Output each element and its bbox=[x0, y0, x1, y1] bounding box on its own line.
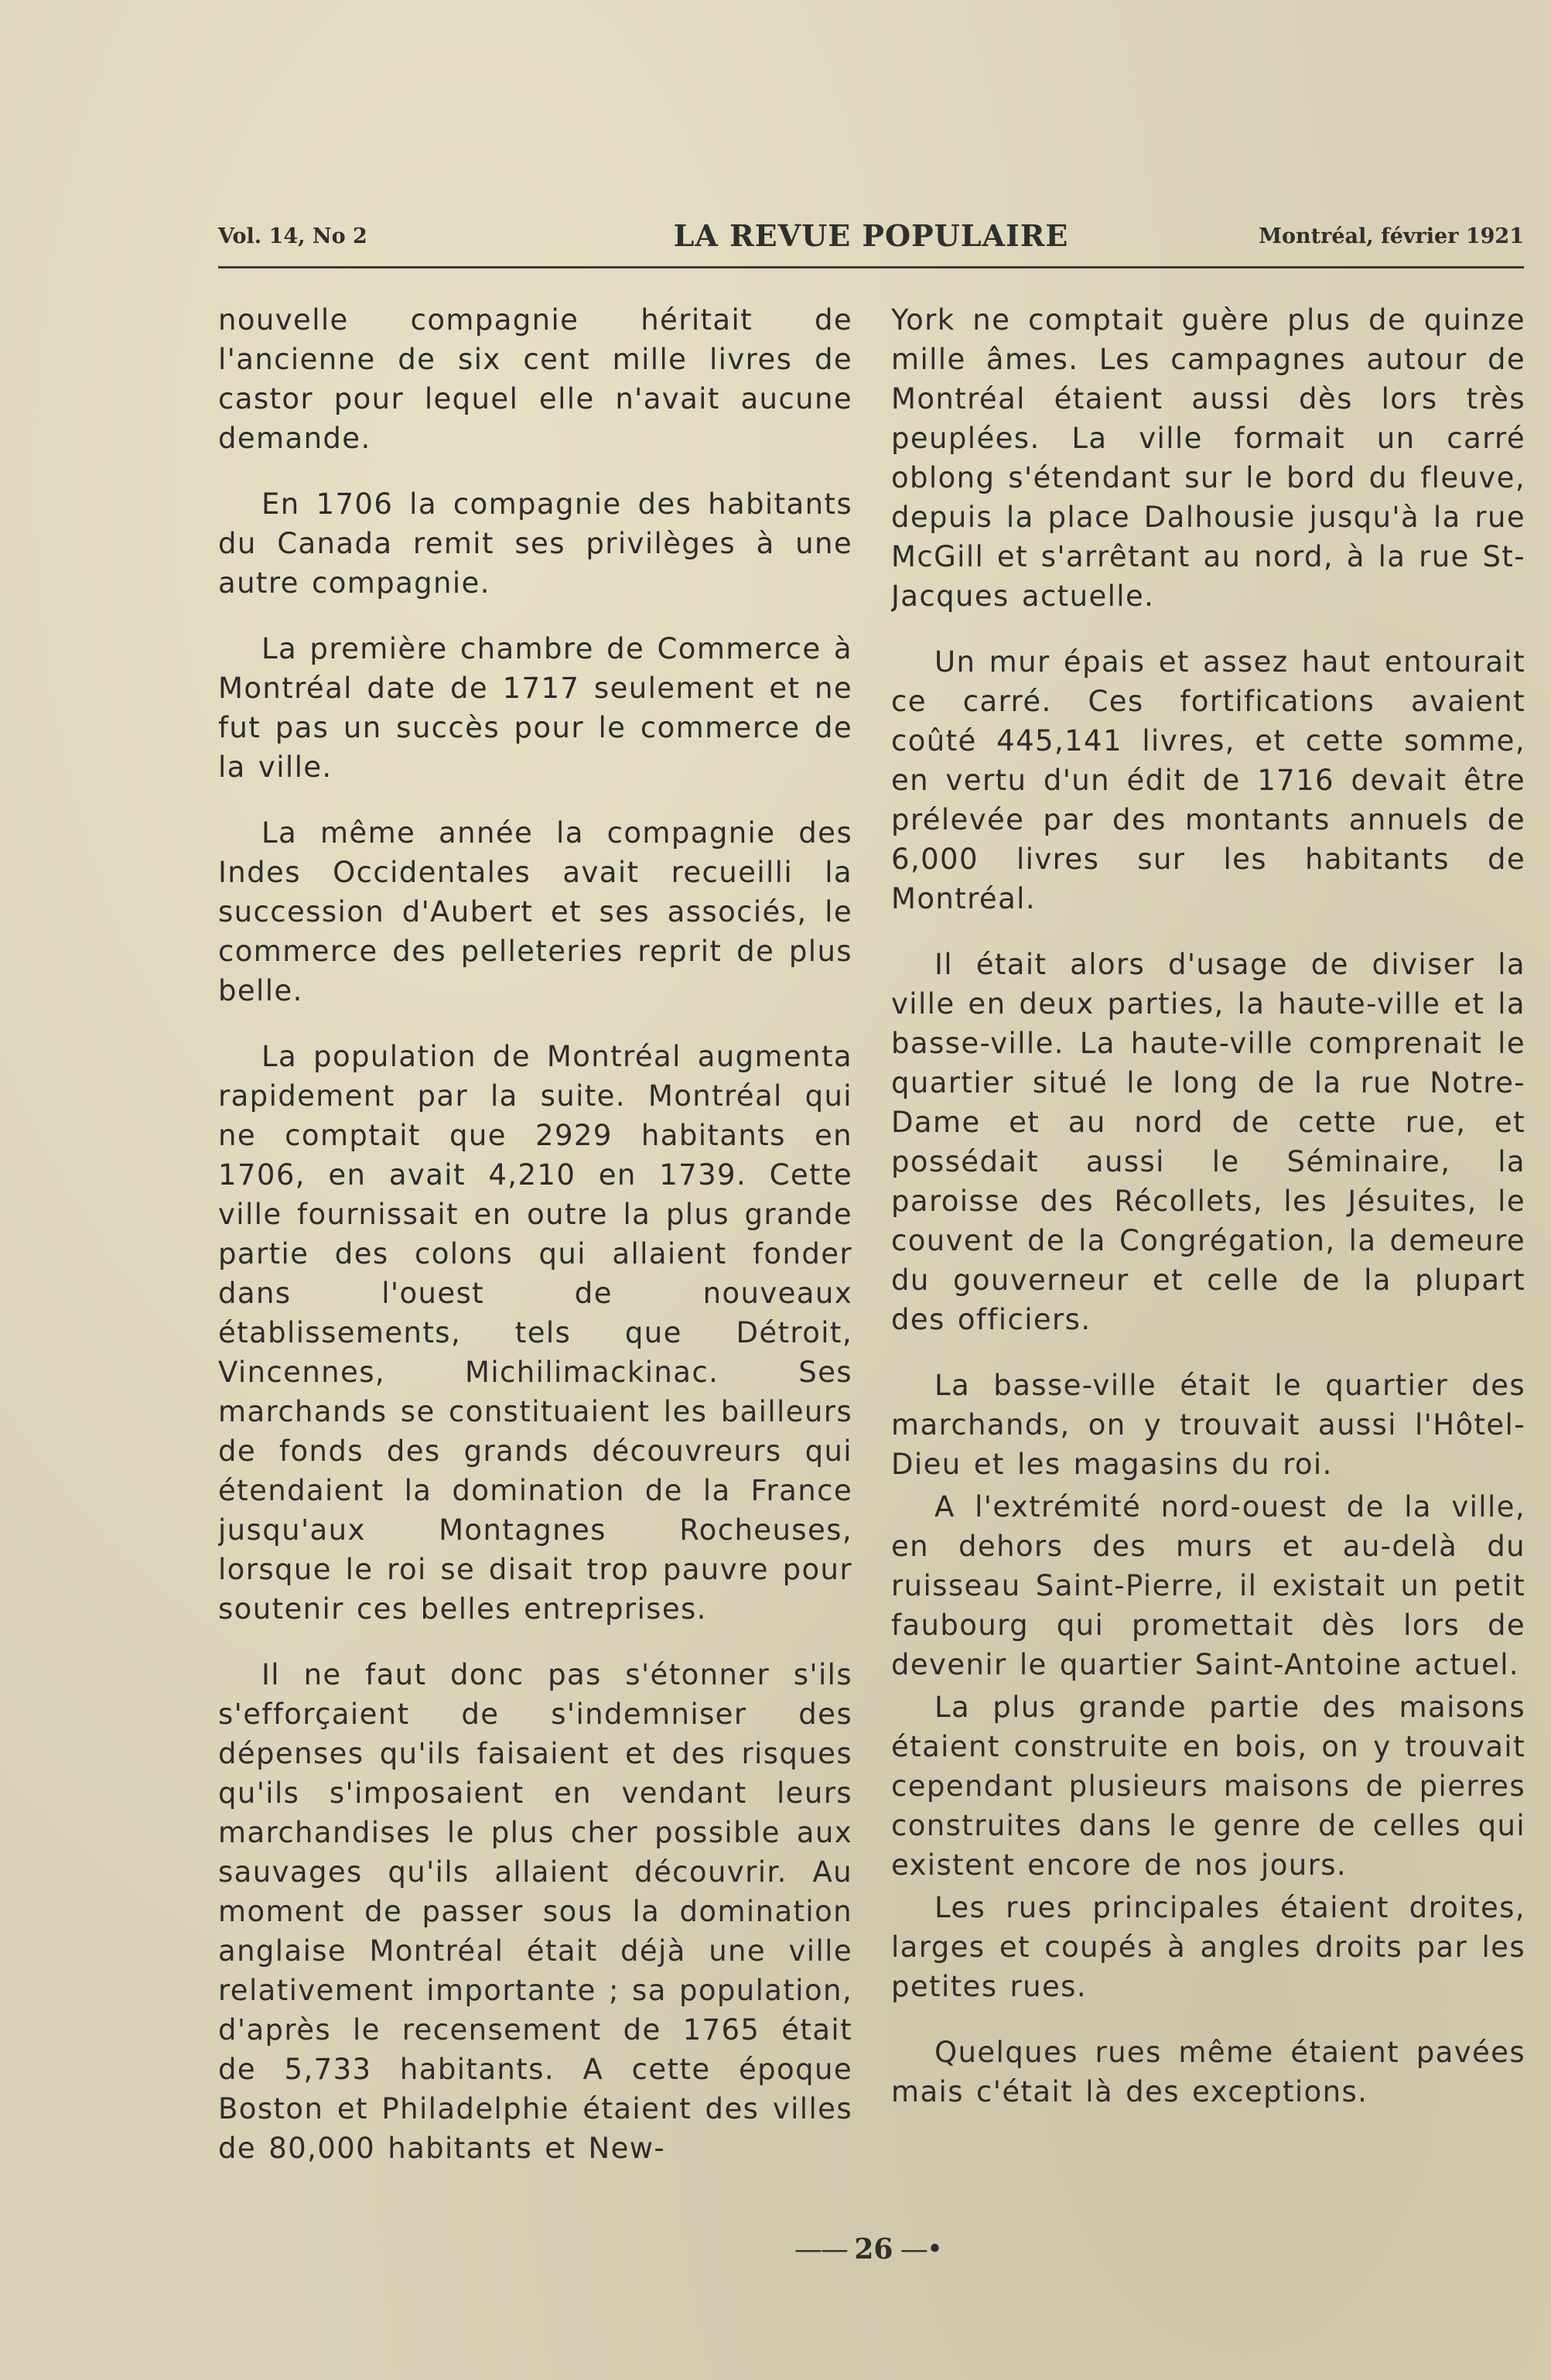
page-number-footer: —— 26 —• bbox=[794, 2233, 942, 2265]
running-header bbox=[218, 218, 1524, 257]
paragraph: En 1706 la compagnie des habitants du Canada remit ses privilèges à une autre compagnie. bbox=[218, 487, 852, 600]
paragraph: Les rues principales étaient droites, larges et coupés à angles droits par les petites rues. bbox=[891, 1891, 1525, 2003]
paragraph: Quelques rues même étaient pavées mais c'était là des exceptions. bbox=[891, 2036, 1525, 2108]
paragraph: La plus grande partie des maisons étaient construite en bois, on y trouvait cependant plusieurs maisons de pierres construites dans le genre de celles qui existent encore de nos jours. bbox=[891, 1691, 1525, 1882]
paragraph: Il ne faut donc pas s'étonner s'ils s'efforçaient de s'indemniser des dépenses qu'ils faisaient et des risques qu'ils s'imposaient en vendant leurs marchandises le plus cher possible aux sauvages qu'ils allaient découvrir. Au moment de passer sous la domination anglaise Montréal était déjà une ville relativement importante ; sa population, d'après le recensement de 1765 était de 5,733 habitants. A cette époque Boston et Philadelphie étaient des villes de 80,000 habitants et New- bbox=[218, 1658, 852, 2165]
paragraph: La même année la compagnie des Indes Occidentales avait recueilli la succession d'Aubert et ses associés, le commerce des pelleteries reprit de plus belle. bbox=[218, 816, 852, 1007]
paragraph: Il était alors d'usage de diviser la ville en deux parties, la haute-ville et la basse-ville. La haute-ville comprenait le quartier situé le long de la rue Notre-Dame et au nord de cette rue, et possédait aussi le Séminaire, la paroisse des Récollets, les Jésuites, le couvent de la Congrégation, la demeure du gouverneur et celle de la plupart des officiers. bbox=[891, 948, 1525, 1336]
paragraph: nouvelle compagnie héritait de l'ancienne de six cent mille livres de castor pour lequel elle n'avait aucune demande. bbox=[218, 303, 852, 455]
paragraph: A l'extrémité nord-ouest de la ville, en dehors des murs et au-delà du ruisseau Saint-Pierre, il existait un petit faubourg qui promettait dès lors de devenir le quartier Saint-Antoine actuel. bbox=[891, 1490, 1525, 1681]
volume-issue: Vol. 14, No 2 bbox=[218, 224, 367, 248]
paragraph: Un mur épais et assez haut entourait ce carré. Ces fortifications avaient coûté 445,141 livres, et cette somme, en vertu d'un édit de 1716 devait être prélevée par des montants annuels de 6,000 livres sur les habitants de Montréal. bbox=[891, 645, 1525, 915]
right-column bbox=[891, 300, 1525, 2188]
issue-date: Montréal, février 1921 bbox=[1259, 224, 1524, 248]
header-rule bbox=[218, 266, 1524, 268]
page-number: 26 bbox=[854, 2233, 893, 2265]
publication-title: LA REVUE POPULAIRE bbox=[673, 218, 1069, 253]
paragraph: York ne comptait guère plus de quinze mille âmes. Les campagnes autour de Montréal étaient aussi dès lors très peuplées. La ville formait un carré oblong s'étendant sur le bord du fleuve, depuis la place Dalhousie jusqu'à la rue McGill et s'arrêtant au nord, à la rue St-Jacques actuelle. bbox=[891, 303, 1525, 613]
paragraph: La population de Montréal augmenta rapidement par la suite. Montréal qui ne comptait que 2929 habitants en 1706, en avait 4,210 en 1739. Cette ville fournissait en outre la plus grande partie des colons qui allaient fonder dans l'ouest de nouveaux établissements, tels que Détroit, Vincennes, Michilimackinac. Ses marchands se constituaient les bailleurs de fonds des grands découvreurs qui étendaient la domination de la France jusqu'aux Montagnes Rocheuses, lorsque le roi se disait trop pauvre pour soutenir ces belles entreprises. bbox=[218, 1040, 852, 1626]
paragraph: La première chambre de Commerce à Montréal date de 1717 seulement et ne fut pas un succès pour le commerce de la ville. bbox=[218, 632, 852, 784]
left-column bbox=[218, 300, 852, 2188]
paragraph: La basse-ville était le quartier des marchands, on y trouvait aussi l'Hôtel-Dieu et les magasins du roi. bbox=[891, 1369, 1525, 1481]
